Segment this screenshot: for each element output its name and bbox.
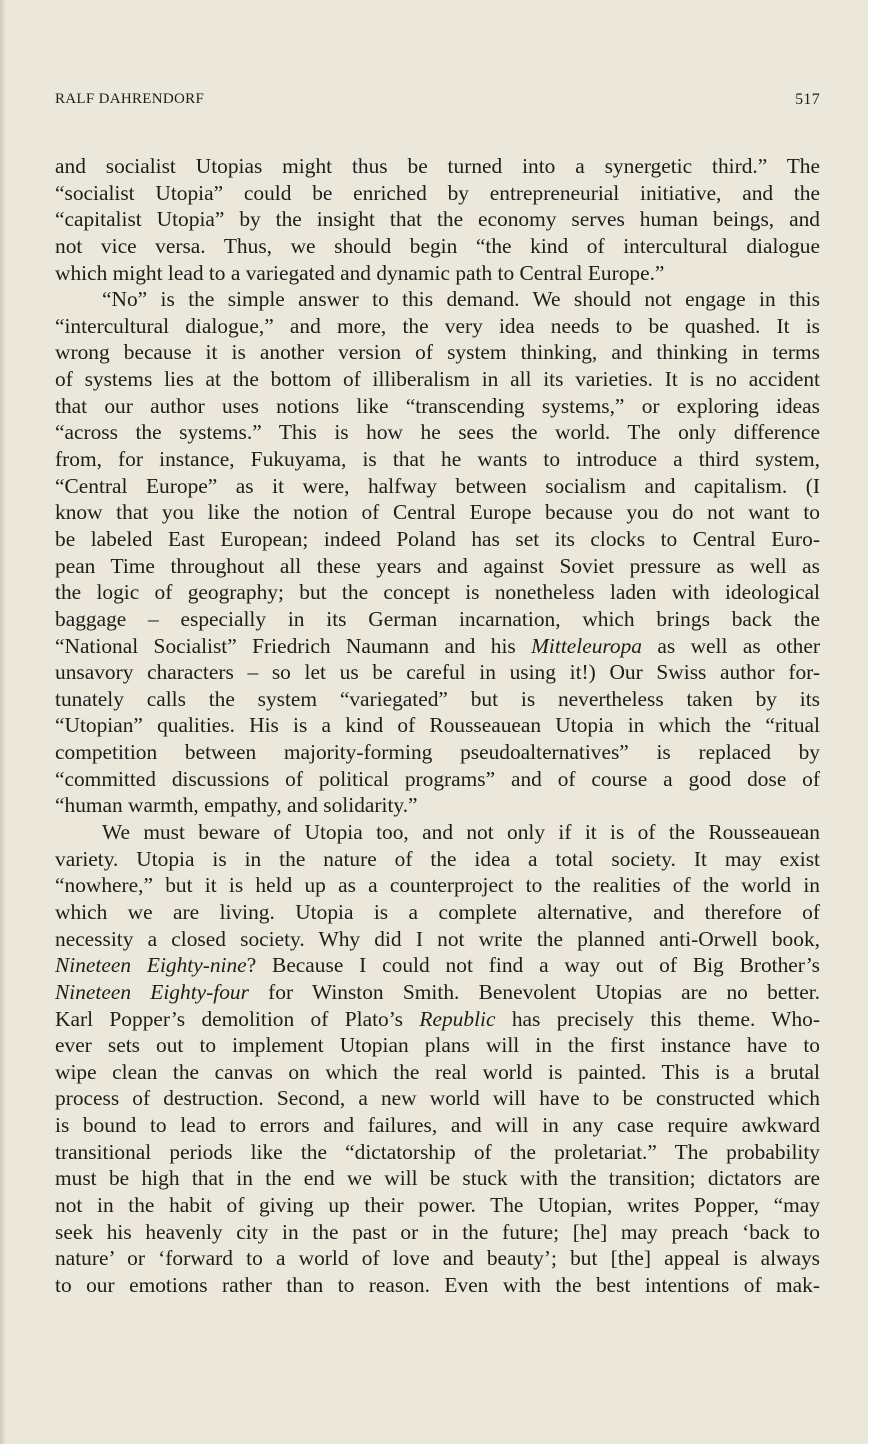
text-line: know that you like the notion of Central Europe because you do not want to (55, 500, 820, 525)
text-line: “Central Europe” as it were, halfway between socialism and capitalism. (I (55, 473, 820, 498)
text-line: variety. Utopia is in the nature of the idea a total society. It may exist (55, 846, 820, 871)
text-line: necessity a closed society. Why did I not write the planned anti-Orwell book, (55, 926, 820, 951)
text-line: tunately calls the system “variegated” but is nevertheless taken by its (55, 686, 820, 711)
text-segment: ? Because I could not find a way out of Big Brother’s (246, 953, 820, 978)
text-line: “socialist Utopia” could be enriched by entrepreneurial initiative, and the (55, 180, 820, 205)
scan-margin (868, 0, 895, 1444)
text-line: wrong because it is another version of system thinking, and thinking in terms (55, 340, 820, 365)
text-line: seek his heavenly city in the past or in the future; [he] may preach ‘back to (55, 1219, 820, 1244)
text-line: not in the habit of giving up their power. The Utopian, writes Popper, “may (55, 1192, 820, 1217)
paragraph-first-line: We must beware of Utopia too, and not only if it is of the Rousseauean (102, 820, 820, 845)
text-line: to our emotions rather than to reason. Even with the best intentions of mak- (55, 1272, 820, 1297)
text-line: “committed discussions of political programs” and of course a good dose of (55, 766, 820, 791)
text-line: not vice versa. Thus, we should begin “the kind of intercultural dialogue (55, 233, 820, 258)
italic-title-nineteen-eighty-nine: Nineteen Eighty-nine (55, 953, 247, 978)
text-line: transitional periods like the “dictatorship of the proletariat.” The probability (55, 1139, 820, 1164)
body-text (55, 153, 820, 1299)
text-segment: as well as other (642, 633, 820, 658)
text-line: competition between majority-forming pseudoalternatives” is replaced by (55, 740, 820, 765)
text-line: baggage – especially in its German incarnation, which brings back the (55, 606, 820, 631)
text-segment: Karl Popper’s demolition of Plato’s (55, 1006, 420, 1031)
text-segment: “National Socialist” Friedrich Naumann and his (55, 633, 532, 658)
text-line: process of destruction. Second, a new world will have to be constructed which (55, 1086, 820, 1111)
text-line-with-italic (55, 952, 820, 979)
text-segment: for Winston Smith. Benevolent Utopias are no better. (248, 979, 820, 1004)
running-head-author: RALF DAHRENDORF (55, 91, 205, 107)
text-line: “human warmth, empathy, and solidarity.” (55, 793, 418, 818)
text-line: which we are living. Utopia is a complete alternative, and therefore of (55, 899, 820, 924)
text-line: “capitalist Utopia” by the insight that the economy serves human beings, and (55, 207, 820, 232)
text-line: wipe clean the canvas on which the real world is painted. This is a brutal (55, 1059, 820, 1084)
text-line-with-italic (55, 633, 820, 660)
text-line: ever sets out to implement Utopian plans will in the first instance have to (55, 1033, 820, 1058)
paragraph-first-line: “No” is the simple answer to this demand. We should not engage in this (102, 287, 820, 312)
text-line: must be high that in the end we will be stuck with the transition; dictators are (55, 1166, 820, 1191)
text-line: that our author uses notions like “transcending systems,” or exploring ideas (55, 393, 820, 418)
text-line: nature’ or ‘forward to a world of love and beauty’; but [the] appeal is always (55, 1246, 820, 1271)
text-line: is bound to lead to errors and failures, and will in any case require awkward (55, 1113, 820, 1138)
text-segment: has precisely this theme. Who- (495, 1006, 821, 1031)
text-line: from, for instance, Fukuyama, is that he wants to introduce a third system, (55, 447, 820, 472)
text-line: and socialist Utopias might thus be turned into a synergetic third.” The (55, 154, 820, 178)
italic-title-nineteen-eighty-four: Nineteen Eighty-four (55, 979, 249, 1004)
page-gutter-shadow (0, 0, 6, 1444)
text-line: be labeled East European; indeed Poland has set its clocks to Central Euro- (55, 526, 820, 551)
text-line: the logic of geography; but the concept is nonetheless laden with ideological (55, 580, 820, 605)
text-line: of systems lies at the bottom of illiberalism in all its varieties. It is no accident (55, 367, 820, 392)
text-line-with-italic (55, 1006, 820, 1033)
text-line: “across the systems.” This is how he sees the world. The only difference (55, 420, 820, 445)
text-line: “nowhere,” but it is held up as a counterproject to the realities of the world in (55, 873, 820, 898)
text-line: unsavory characters – so let us be careful in using it!) Our Swiss author for- (55, 660, 820, 685)
page-number: 517 (795, 91, 820, 108)
text-line-with-italic (55, 979, 820, 1006)
italic-title-mitteleuropa: Mitteleuropa (531, 633, 642, 658)
running-head (55, 91, 820, 115)
text-line: pean Time throughout all these years and against Soviet pressure as well as (55, 553, 820, 578)
text-line: which might lead to a variegated and dynamic path to Central Europe.” (55, 260, 665, 285)
italic-title-republic: Republic (419, 1006, 496, 1031)
text-line: “intercultural dialogue,” and more, the very idea needs to be quashed. It is (55, 313, 820, 338)
text-line: “Utopian” qualities. His is a kind of Rousseauean Utopia in which the “ritual (55, 713, 820, 738)
